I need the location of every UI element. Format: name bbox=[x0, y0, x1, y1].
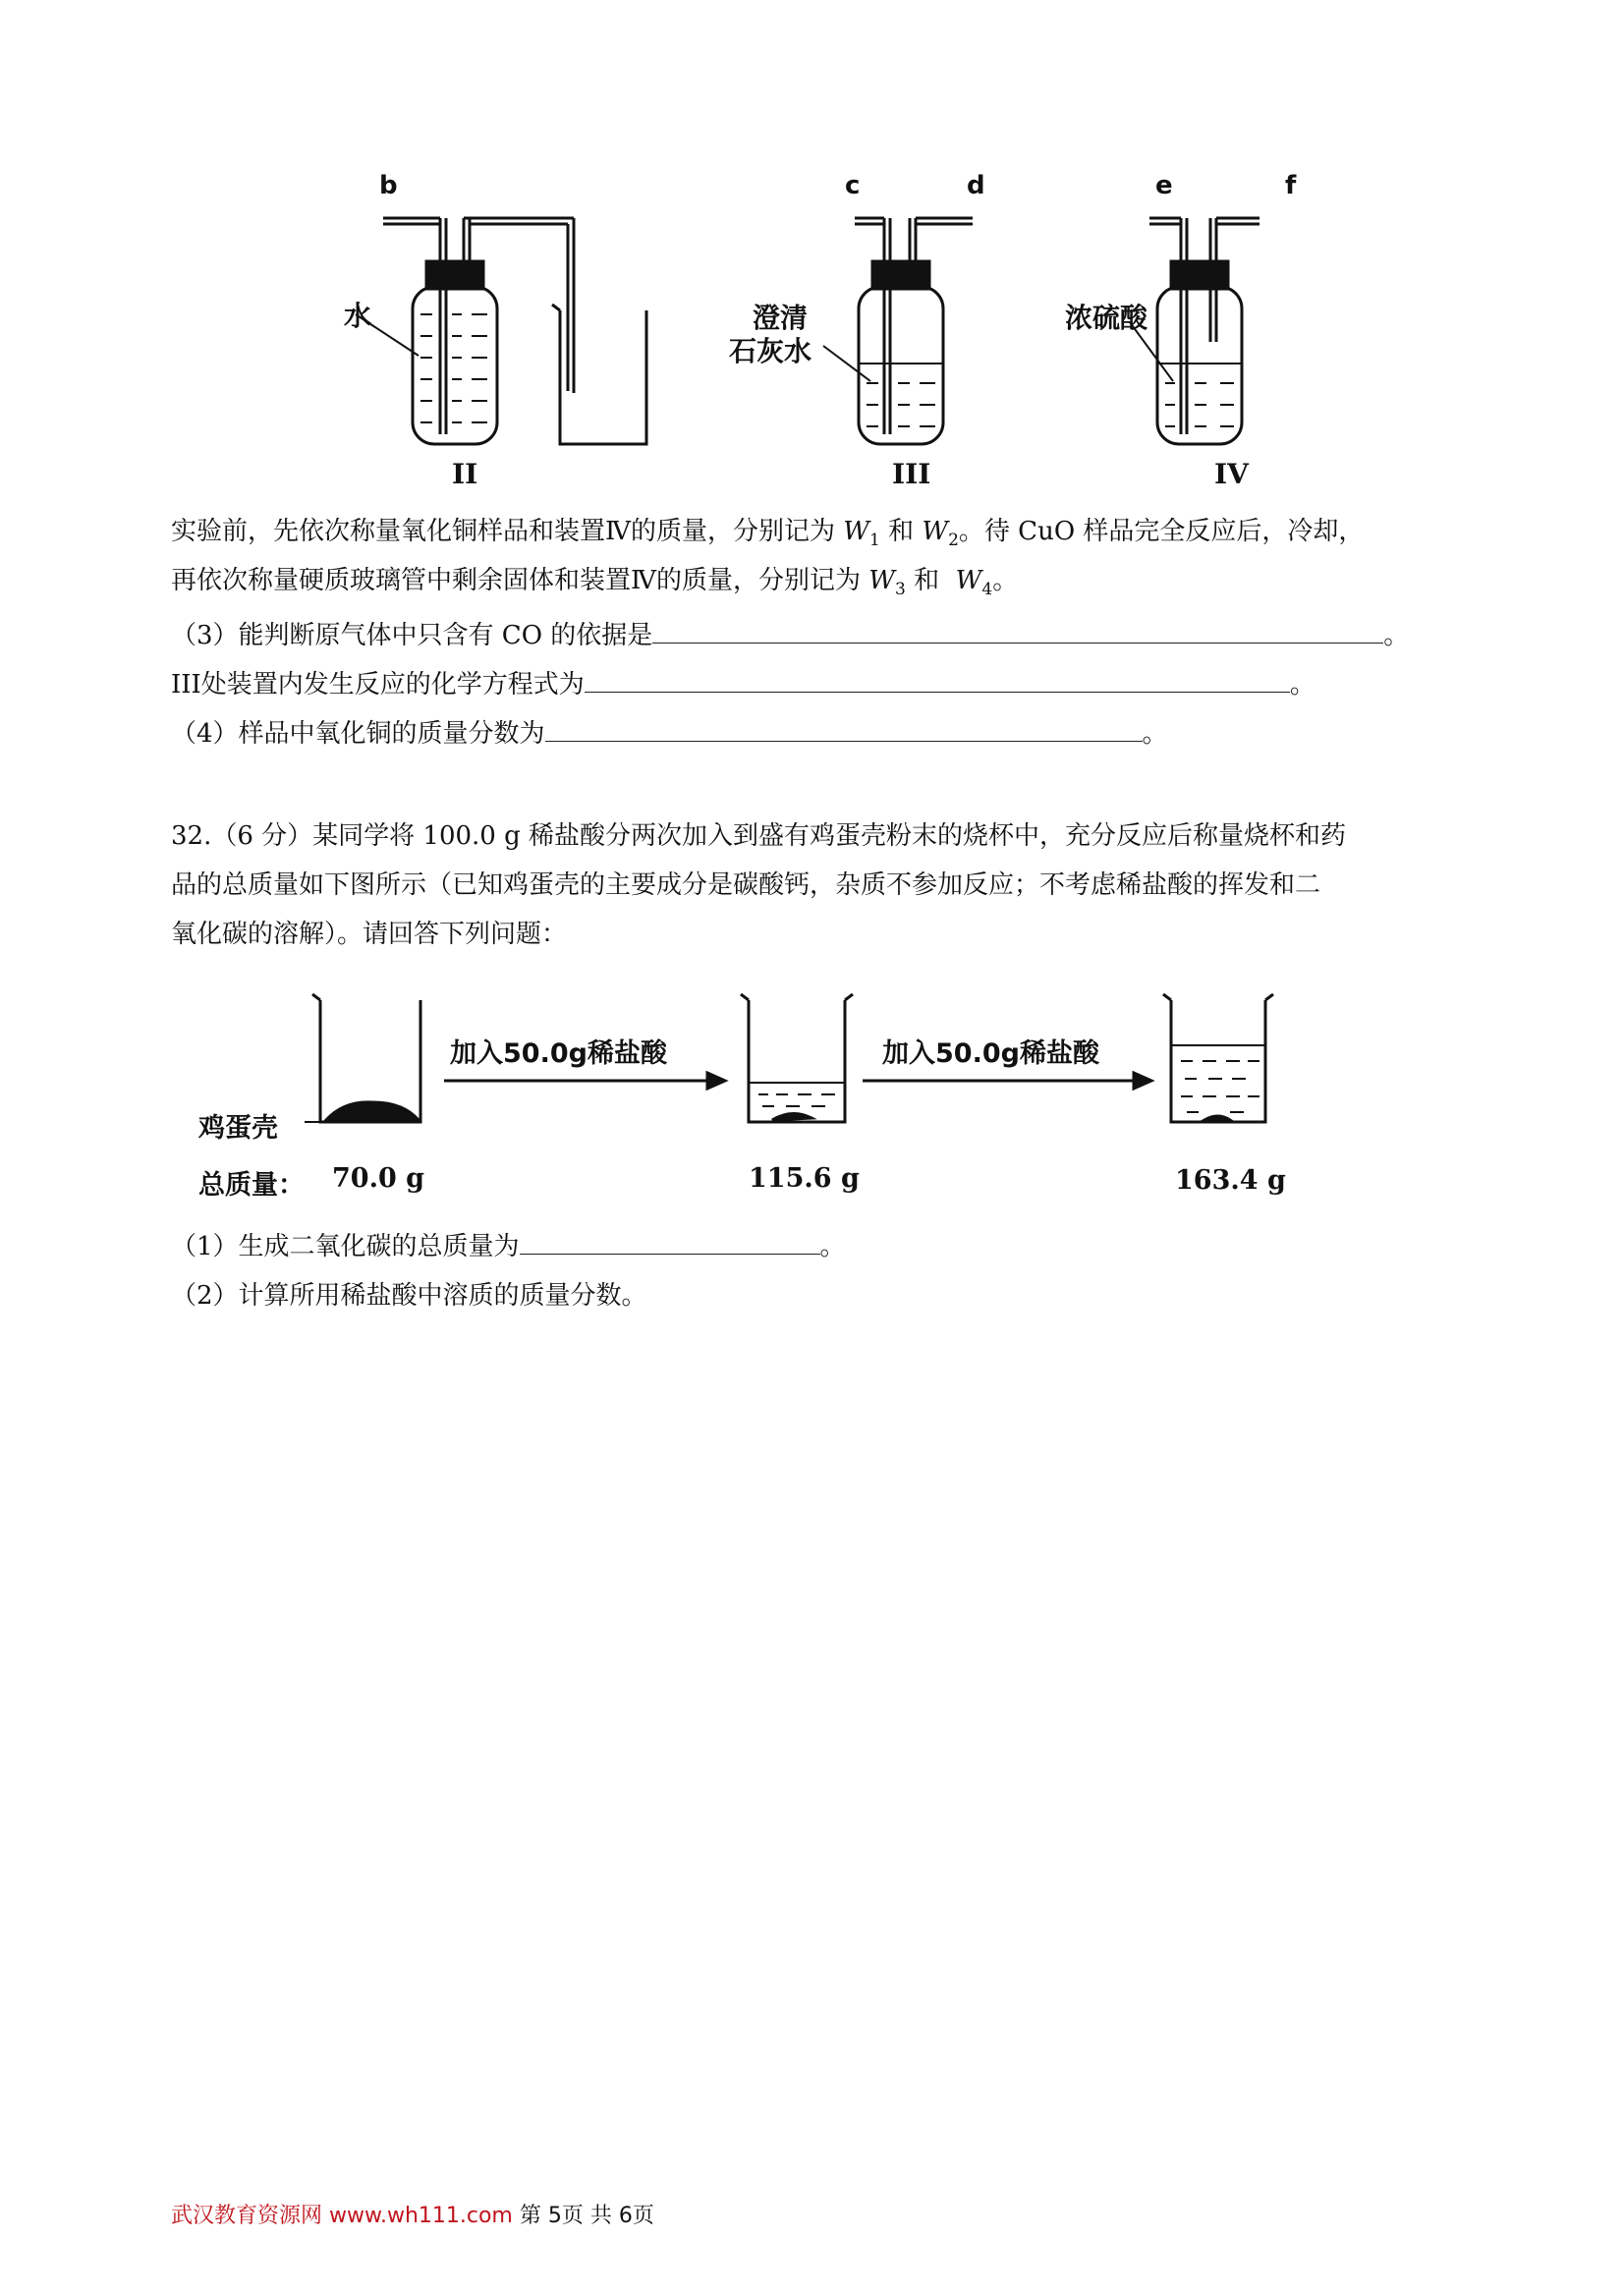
port-e-label: e bbox=[1155, 171, 1173, 200]
question-3b: III处装置内发生反应的化学方程式为 。 bbox=[171, 666, 1315, 701]
mass-3: 163.4 g bbox=[1175, 1165, 1286, 1196]
arrow-2-label: 加入50.0g稀盐酸 bbox=[882, 1038, 1099, 1069]
q32-line-3: 氧化碳的溶解）。请回答下列问题： bbox=[171, 920, 568, 949]
mass-1: 70.0 g bbox=[332, 1163, 425, 1194]
q32-line-1: 32.（6 分）某同学将 100.0 g 稀盐酸分两次加入到盛有鸡蛋壳粉末的烧杯中，充分反应后称量烧杯和药 bbox=[171, 821, 1347, 851]
answer-blank-q3[interactable] bbox=[652, 617, 1383, 644]
arrow-1-label: 加入50.0g稀盐酸 bbox=[450, 1038, 667, 1069]
port-b-label: b bbox=[379, 171, 398, 200]
mass-2: 115.6 g bbox=[749, 1163, 860, 1194]
q32-question-2: （2）计算所用稀盐酸中溶质的质量分数。 bbox=[171, 1281, 647, 1311]
apparatus-figure bbox=[324, 167, 1316, 501]
q32-question-1: （1）生成二氧化碳的总质量为 。 bbox=[171, 1228, 846, 1263]
limewater-label-1: 澄清 bbox=[753, 302, 809, 334]
q32-line-2: 品的总质量如下图所示（已知鸡蛋壳的主要成分是碳酸钙，杂质不参加反应；不考虑稀盐酸的挥发和二 bbox=[171, 870, 1321, 900]
answer-blank-q32-1[interactable] bbox=[520, 1228, 820, 1255]
acid-label: 浓硫酸 bbox=[1065, 302, 1148, 334]
paragraph-line-1: 实验前，先依次称量氧化铜样品和装置Ⅳ的质量，分别记为 $W_1$ 和 $W_2$。待 CuO 样品完全反应后，冷却， bbox=[171, 517, 1365, 551]
footer-page-number: 第 5页 共 6页 bbox=[519, 2204, 654, 2228]
port-f-label: f bbox=[1285, 171, 1297, 200]
caption-II: II bbox=[452, 458, 478, 490]
caption-III: III bbox=[892, 458, 931, 490]
footer-site: 武汉教育资源网 www.wh111.com bbox=[171, 2204, 513, 2228]
eggshell-label: 鸡蛋壳 bbox=[198, 1113, 278, 1144]
answer-blank-q4[interactable] bbox=[545, 715, 1143, 742]
question-4: （4）样品中氧化铜的质量分数为 。 bbox=[171, 715, 1168, 751]
total-mass-label: 总质量： bbox=[198, 1170, 305, 1201]
page-footer bbox=[171, 2199, 654, 2229]
question-3: （3）能判断原气体中只含有 CO 的依据是 。 bbox=[171, 617, 1409, 652]
beaker-figure bbox=[187, 982, 1297, 1169]
limewater-label-2: 石灰水 bbox=[729, 335, 812, 367]
port-d-label: d bbox=[967, 171, 985, 200]
paragraph-line-2: 再依次称量硬质玻璃管中剩余固体和装置Ⅳ的质量，分别记为 $W_3$ 和 $W_4$。 bbox=[171, 566, 1019, 600]
water-label: 水 bbox=[344, 300, 372, 332]
answer-blank-q3b[interactable] bbox=[585, 666, 1290, 693]
caption-IV: IV bbox=[1214, 458, 1249, 490]
port-c-label: c bbox=[845, 171, 861, 200]
